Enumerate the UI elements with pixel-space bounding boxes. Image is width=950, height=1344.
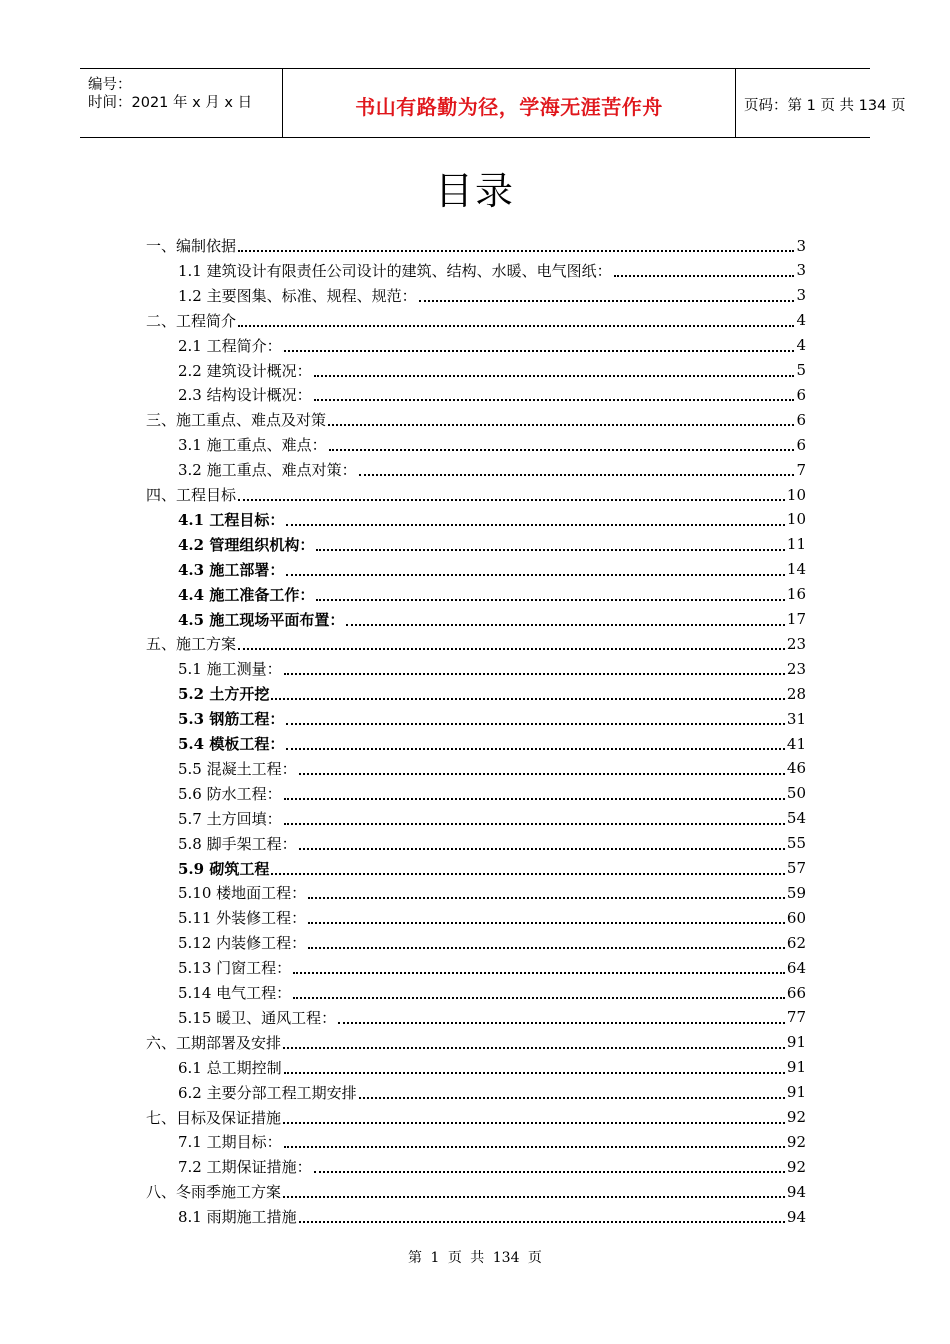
toc-page-number: 28 — [786, 684, 806, 703]
toc-page-number: 31 — [786, 709, 806, 728]
toc-entry-label: 四、工程目标 — [146, 486, 237, 504]
toc-subsection-entry[interactable] — [178, 781, 806, 806]
header-left-cell — [80, 69, 282, 137]
toc-leader-dots — [284, 797, 785, 800]
toc-section-entry[interactable] — [146, 631, 806, 656]
toc-leader-dots — [284, 349, 795, 352]
toc-page-number: 23 — [786, 659, 806, 678]
toc-page-number: 92 — [786, 1132, 806, 1151]
toc-page-number: 41 — [786, 734, 806, 753]
toc-leader-dots — [614, 274, 795, 277]
toc-leader-dots — [293, 971, 785, 974]
toc-entry-label: 5.4 模板工程： — [178, 735, 285, 753]
toc-leader-dots — [284, 1145, 785, 1148]
toc-page-number: 66 — [786, 983, 806, 1002]
toc-subsection-entry[interactable] — [178, 258, 806, 283]
toc-subsection-entry[interactable] — [178, 457, 806, 482]
toc-page-number: 94 — [786, 1182, 806, 1201]
toc-leader-dots — [271, 697, 785, 700]
toc-entry-label: 7.1 工期目标： — [178, 1133, 282, 1152]
toc-entry-label: 5.10 楼地面工程： — [178, 884, 307, 903]
toc-subsection-entry[interactable] — [178, 681, 806, 706]
toc-section-entry[interactable] — [146, 1105, 806, 1130]
toc-section-entry[interactable] — [146, 308, 806, 333]
toc-leader-dots — [419, 299, 795, 302]
toc-section-entry[interactable] — [146, 1030, 806, 1055]
toc-entry-label: 4.2 管理组织机构： — [178, 535, 315, 554]
toc-leader-dots — [283, 1046, 785, 1049]
toc-subsection-entry[interactable] — [178, 1154, 806, 1179]
toc-entry-label: 一、编制依据 — [146, 237, 237, 255]
toc-leader-dots — [338, 1021, 785, 1024]
toc-subsection-entry[interactable] — [178, 532, 806, 557]
toc-section-entry[interactable] — [146, 482, 806, 507]
toc-leader-dots — [284, 672, 785, 675]
toc-subsection-entry[interactable] — [178, 1055, 806, 1080]
toc-leader-dots — [286, 722, 785, 725]
toc-page-number: 55 — [786, 834, 806, 853]
header-motto: 书山有路勤为径，学海无涯苦作舟 — [355, 95, 663, 119]
toc-page-number: 3 — [796, 236, 806, 255]
toc-entry-label: 八、冬雨季施工方案 — [146, 1183, 282, 1202]
toc-subsection-entry[interactable] — [178, 333, 806, 358]
toc-page-number: 3 — [796, 286, 806, 305]
toc-page-number: 4 — [796, 336, 806, 355]
toc-page-number: 92 — [786, 1157, 806, 1176]
toc-leader-dots — [238, 498, 785, 501]
toc-page-number: 91 — [786, 1083, 806, 1102]
toc-page-number: 62 — [786, 933, 806, 952]
toc-leader-dots — [238, 249, 794, 252]
toc-page-number: 77 — [786, 1008, 806, 1027]
toc-leader-dots — [314, 398, 795, 401]
toc-leader-dots — [299, 847, 785, 850]
toc-subsection-entry[interactable] — [178, 607, 806, 632]
toc-entry-label: 3.1 施工重点、难点： — [178, 436, 327, 455]
toc-entry-label: 4.5 施工现场平面布置： — [178, 610, 345, 629]
toc-entry-label: 5.6 防水工程： — [178, 784, 282, 803]
toc-entry-label: 4.1 工程目标： — [178, 510, 285, 529]
toc-subsection-entry[interactable] — [178, 980, 806, 1005]
toc-subsection-entry[interactable] — [178, 955, 806, 980]
toc-page-number: 7 — [796, 460, 806, 479]
toc-entry-label: 8.1 雨期施工措施 — [178, 1208, 297, 1227]
toc-page-number: 92 — [786, 1108, 806, 1126]
toc-entry-label: 4.4 施工准备工作： — [178, 585, 315, 604]
toc-entry-label: 5.9 砌筑工程 — [178, 859, 270, 878]
page-title: 目录 — [434, 169, 515, 213]
toc-subsection-entry[interactable] — [178, 880, 806, 905]
toc-entry-label: 5.14 电气工程： — [178, 984, 292, 1002]
toc-subsection-entry[interactable] — [178, 905, 806, 930]
toc-entry-label: 2.3 结构设计概况： — [178, 386, 312, 405]
toc-subsection-entry[interactable] — [178, 1204, 806, 1229]
toc-entry-label: 5.12 内装修工程： — [178, 934, 307, 953]
toc-leader-dots — [329, 448, 795, 451]
toc-page-number: 60 — [786, 908, 806, 927]
header-right-cell — [734, 69, 906, 137]
header-middle-cell — [282, 69, 736, 137]
toc-entry-label: 1.1 建筑设计有限责任公司设计的建筑、结构、水暖、电气图纸： — [178, 261, 612, 280]
toc-page-number: 54 — [786, 809, 806, 828]
toc-leader-dots — [308, 896, 785, 899]
toc-leader-dots — [299, 772, 785, 775]
toc-leader-dots — [359, 1096, 785, 1099]
toc-entry-label: 5.11 外装修工程： — [178, 909, 307, 928]
toc-leader-dots — [284, 822, 785, 825]
toc-subsection-entry[interactable] — [178, 358, 806, 383]
toc-leader-dots — [283, 1195, 785, 1198]
header-page-info: 页码：第 1 页 共 134 页 — [744, 98, 906, 114]
toc-leader-dots — [308, 946, 785, 949]
toc-subsection-entry[interactable] — [178, 582, 806, 607]
toc-page-number: 5 — [796, 361, 806, 379]
toc-page-number: 10 — [786, 485, 806, 504]
toc-subsection-entry[interactable] — [178, 507, 806, 532]
toc-subsection-entry[interactable] — [178, 831, 806, 856]
toc-entry-label: 二、工程简介 — [146, 311, 237, 330]
toc-entry-label: 六、工期部署及安排 — [146, 1033, 282, 1052]
toc-subsection-entry[interactable] — [178, 806, 806, 831]
toc-page-number: 23 — [786, 634, 806, 653]
toc-subsection-entry[interactable] — [178, 1080, 806, 1105]
toc-page-number: 64 — [786, 958, 806, 977]
toc-subsection-entry[interactable] — [178, 856, 806, 881]
toc-entry-label: 5.5 混凝土工程： — [178, 759, 297, 778]
toc-leader-dots — [359, 473, 795, 476]
toc-subsection-entry[interactable] — [178, 1129, 806, 1154]
toc-leader-dots — [283, 1121, 785, 1124]
toc-entry-label: 5.15 暖卫、通风工程： — [178, 1008, 337, 1027]
toc-leader-dots — [286, 747, 785, 750]
toc-subsection-entry[interactable] — [178, 283, 806, 308]
toc-leader-dots — [286, 573, 785, 576]
toc-page-number: 59 — [786, 883, 806, 902]
toc-entry-label: 4.3 施工部署： — [178, 560, 285, 579]
toc-leader-dots — [314, 374, 795, 377]
toc-entry-label: 七、目标及保证措施 — [146, 1108, 282, 1127]
toc-subsection-entry[interactable] — [178, 706, 806, 731]
document-number-label: 编号： — [88, 77, 132, 93]
toc-page-number: 94 — [786, 1207, 806, 1226]
toc-subsection-entry[interactable] — [178, 557, 806, 582]
toc-entry-label: 7.2 工期保证措施： — [178, 1158, 312, 1177]
toc-subsection-entry[interactable] — [178, 382, 806, 407]
toc-leader-dots — [238, 324, 794, 327]
toc-entry-label: 5.3 钢筋工程： — [178, 710, 285, 729]
toc-page-number: 46 — [786, 759, 806, 778]
toc-page-number: 50 — [786, 784, 806, 803]
toc-page-number: 16 — [786, 585, 806, 604]
toc-entry-label: 1.2 主要图集、标准、规程、规范： — [178, 286, 417, 305]
toc-subsection-entry[interactable] — [178, 656, 806, 681]
toc-leader-dots — [299, 1220, 785, 1223]
toc-page-number: 3 — [796, 261, 806, 280]
toc-page-number: 91 — [786, 1033, 806, 1052]
toc-leader-dots — [316, 598, 785, 601]
toc-entry-label: 2.2 建筑设计概况： — [178, 361, 312, 380]
toc-page-number: 10 — [786, 510, 806, 529]
toc-subsection-entry[interactable] — [178, 930, 806, 955]
toc-section-entry[interactable] — [146, 407, 806, 432]
toc-page-number: 6 — [796, 385, 806, 404]
toc-page-number: 57 — [786, 859, 806, 877]
toc-leader-dots — [316, 548, 785, 551]
toc-entry-label: 6.1 总工期控制 — [178, 1058, 282, 1077]
toc-entry-label: 6.2 主要分部工程工期安排 — [178, 1083, 357, 1102]
toc-page-number: 14 — [786, 560, 806, 579]
toc-entry-label: 2.1 工程简介： — [178, 336, 282, 355]
toc-entry-label: 5.1 施工测量： — [178, 660, 282, 679]
toc-page-number: 17 — [786, 610, 806, 628]
toc-subsection-entry[interactable] — [178, 731, 806, 756]
toc-leader-dots — [286, 523, 785, 526]
toc-leader-dots — [328, 423, 794, 426]
toc-page-number: 4 — [796, 311, 806, 330]
toc-entry-label: 5.2 土方开挖 — [178, 685, 270, 704]
toc-entry-label: 3.2 施工重点、难点对策： — [178, 461, 357, 480]
toc-leader-dots — [284, 1071, 785, 1074]
toc-entry-label: 三、施工重点、难点及对策 — [146, 411, 327, 430]
toc-entry-label: 5.8 脚手架工程： — [178, 834, 297, 853]
page-header — [80, 68, 906, 138]
toc-subsection-entry[interactable] — [178, 756, 806, 781]
toc-subsection-entry[interactable] — [178, 432, 806, 457]
toc-leader-dots — [308, 921, 785, 924]
toc-leader-dots — [293, 996, 785, 999]
toc-page-number: 6 — [796, 435, 806, 454]
toc-page-number: 91 — [786, 1058, 806, 1077]
document-time-label: 时间：2021 年 x 月 x 日 — [88, 95, 253, 111]
toc-page-number: 6 — [796, 410, 806, 429]
toc-entry-label: 五、施工方案 — [146, 635, 237, 654]
toc-leader-dots — [238, 647, 785, 650]
toc-leader-dots — [346, 623, 785, 626]
page-footer: 第 1 页 共 134 页 — [408, 1250, 542, 1266]
toc-leader-dots — [314, 1170, 785, 1173]
toc-subsection-entry[interactable] — [178, 1005, 806, 1030]
toc-page-number: 11 — [786, 535, 806, 554]
toc-section-entry[interactable] — [146, 233, 806, 258]
toc-entry-label: 5.7 土方回填： — [178, 809, 282, 828]
toc-entry-label: 5.13 门窗工程： — [178, 959, 292, 978]
toc-section-entry[interactable] — [146, 1179, 806, 1204]
toc-leader-dots — [271, 872, 785, 875]
